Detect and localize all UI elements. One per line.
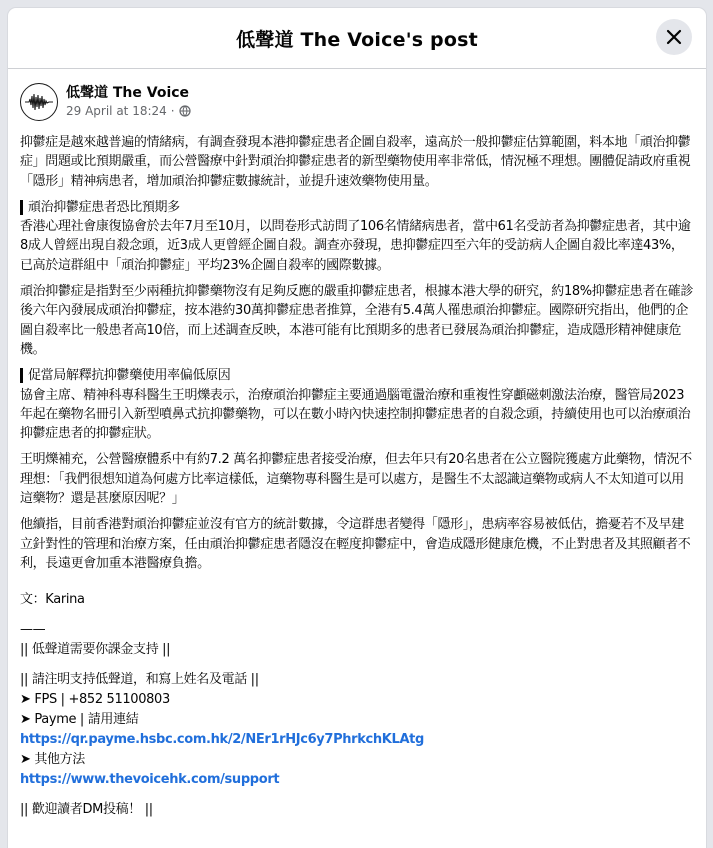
post bbox=[8, 69, 706, 820]
post-timestamp[interactable]: 29 April at 18:24 bbox=[66, 104, 167, 118]
support-heading: || 低聲道需要你課金支持 || bbox=[20, 642, 171, 658]
section-heading bbox=[20, 198, 694, 217]
fps-line: ➤ FPS | +852 51100803 bbox=[20, 692, 170, 708]
spacer bbox=[20, 790, 694, 800]
heading-bar bbox=[20, 200, 23, 215]
section-heading-text: 頑治抑鬱症患者恐比預期多 bbox=[28, 199, 180, 215]
post-dialog bbox=[8, 8, 706, 848]
separator-dot: · bbox=[170, 104, 175, 118]
paragraph: 王明爍補充，公營醫療體系中有約7.2 萬名抑鬱症患者接受治療，但去年只有20名患者在公立醫院獲處方此藥物，情況不理想：「我們很想知道為何處方比率這樣低，這藥物專科醫生是可以處方，是醫生不太認識這藥物或病人不太知道可以用這藥物？還是甚麼原因呢？」 bbox=[20, 452, 692, 507]
close-button[interactable] bbox=[656, 19, 692, 55]
dialog-header bbox=[8, 8, 706, 69]
support-note: || 請注明支持低聲道，和寫上姓名及電話 || bbox=[20, 672, 259, 688]
divider-text: —— bbox=[20, 622, 46, 638]
paragraph: 香港心理社會康復協會於去年7月至10月，以問卷形式訪問了106名情緒病患者，當中61名受訪者為抑鬱症患者，其中逾8成人曾經出現自殺念頭，近3成人更曾經企圖自殺。調查亦發現，患抑鬱症四至六年的受訪病人企圖自殺比率達43%，已高於這群組中「頑治抑鬱症」平均23%企圖自殺率的國際數據。 bbox=[20, 219, 691, 273]
spacer bbox=[20, 660, 694, 670]
paragraph: 他續指，目前香港對頑治抑鬱症並沒有官方的統計數據，令這群患者變得「隱形」，患病率容易被低估，擔憂若不及早建立針對性的管理和治療方案，任由頑治抑鬱症患者隱沒在輕度抑鬱症中，會造成隱形健康危機，不止對患者及其照顧者不利，長遠更會加重本港醫療負擔。 bbox=[20, 517, 691, 571]
globe-icon[interactable] bbox=[179, 105, 191, 117]
waveform-logo-icon bbox=[25, 92, 53, 112]
author-name[interactable]: 低聲道 The Voice bbox=[66, 85, 190, 101]
close-icon bbox=[666, 29, 682, 45]
post-body bbox=[20, 133, 694, 820]
payme-link[interactable]: https://qr.payme.hsbc.com.hk/2/NEr1rHJc6y7PhrkchKLAtg bbox=[20, 732, 424, 748]
section-heading bbox=[20, 366, 694, 385]
post-meta bbox=[66, 84, 191, 120]
spacer bbox=[20, 610, 694, 620]
other-methods-line: ➤ 其他方法 bbox=[20, 752, 85, 768]
paragraph: 頑治抑鬱症是指對至少兩種抗抑鬱藥物沒有足夠反應的嚴重抑鬱症患者，根據本港大學的研究，約18%抑鬱症患者在確診後六年內發展成頑治抑鬱症，按本港約30萬抑鬱症患者推算，全港有5.4萬人罹患頑治抑鬱症。國際研究指出，他們的企圖自殺率比一般患者高10倍，而上述調查反映，本港可能有比預期多的患者已發展為頑治抑鬱症，造成隱形精神健康危機。 bbox=[20, 284, 693, 357]
paragraph: 協會主席、精神科專科醫生王明爍表示，治療頑治抑鬱症主要通過腦電盪治療和重複性穿顱磁刺激法治療，醫管局2023年起在藥物名冊引入新型噴鼻式抗抑鬱藥物，可以在數小時內快速控制抑鬱症患者的自殺念頭，持續使用也可以治療頑治抑鬱症患者的抑鬱症狀。 bbox=[20, 387, 691, 442]
section-heading-text: 促當局解釋抗抑鬱藥使用率偏低原因 bbox=[28, 368, 231, 384]
avatar[interactable] bbox=[20, 83, 58, 121]
heading-bar bbox=[20, 368, 23, 383]
spacer bbox=[20, 580, 694, 590]
byline: 文：Karina bbox=[20, 592, 85, 608]
welcome-line: || 歡迎讀者DM投稿！ || bbox=[20, 802, 153, 818]
payme-line: ➤ Payme | 請用連結 bbox=[20, 712, 139, 728]
post-timeline bbox=[66, 102, 191, 120]
paragraph: 抑鬱症是越來越普遍的情緒病，有調查發現本港抑鬱症患者企圖自殺率，遠高於一般抑鬱症估算範圍，料本地「頑治抑鬱症」問題或比預期嚴重，而公營醫療中針對頑治抑鬱症患者的新型藥物使用率非常低，情況極不理想。團體促請政府重視「隱形」精神病患者，增加頑治抑鬱症數據統計，並提升速效藥物使用量。 bbox=[20, 135, 691, 189]
dialog-title: 低聲道 The Voice's post bbox=[236, 28, 478, 51]
post-header bbox=[20, 81, 694, 123]
support-link[interactable]: https://www.thevoicehk.com/support bbox=[20, 772, 280, 788]
